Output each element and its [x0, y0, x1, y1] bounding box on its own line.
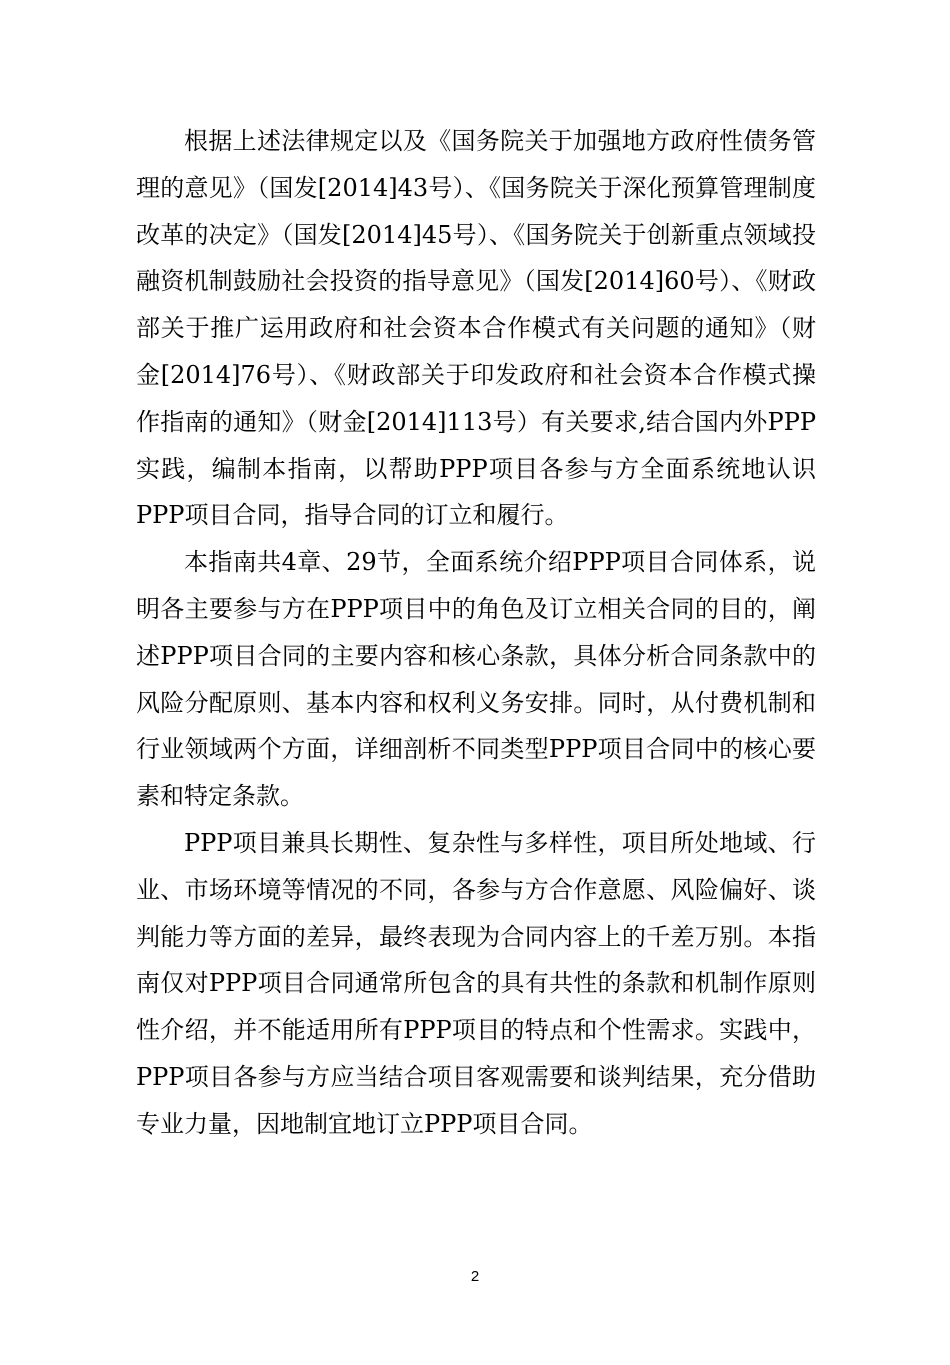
- paragraph-application-notes: PPP项目兼具长期性、复杂性与多样性，项目所处地域、行业、市场环境等情况的不同，各参与方合作意愿、风险偏好、谈判能力等方面的差异，最终表现为合同内容上的千差万别。本指南仅对PPP项目合同通常所包含的具有共性的条款和机制作原则性介绍，并不能适用所有PPP项目的特点和个性需求。实践中，PPP项目各参与方应当结合项目客观需要和谈判结果，充分借助专业力量，因地制宜地订立PPP项目合同。: [136, 828, 816, 1138]
- document-body: [136, 118, 816, 1148]
- paragraph-guide-structure: 本指南共4章、29节，全面系统介绍PPP项目合同体系，说明各主要参与方在PPP项目中的角色及订立相关合同的目的，阐述PPP项目合同的主要内容和核心条款，具体分析合同条款中的风险分配原则、基本内容和权利义务安排。同时，从付费机制和行业领域两个方面，详细剖析不同类型PPP项目合同中的核心要素和特定条款。: [136, 548, 816, 811]
- page-number: 2: [470, 1268, 480, 1285]
- paragraph-legal-basis: 根据上述法律规定以及《国务院关于加强地方政府性债务管理的意见》（国发[2014]43号）、《国务院关于深化预算管理制度改革的决定》（国发[2014]45号）、《国务院关于创新重点领域投融资机制鼓励社会投资的指导意见》（国发[2014]60号）、《财政部关于推广运用政府和社会资本合作模式有关问题的通知》（财金[2014]76号）、《财政部关于印发政府和社会资本合作模式操作指南的通知》（财金[2014]113号）有关要求,结合国内外PPP实践，编制本指南，以帮助PPP项目各参与方全面系统地认识PPP项目合同，指导合同的订立和履行。: [136, 127, 816, 530]
